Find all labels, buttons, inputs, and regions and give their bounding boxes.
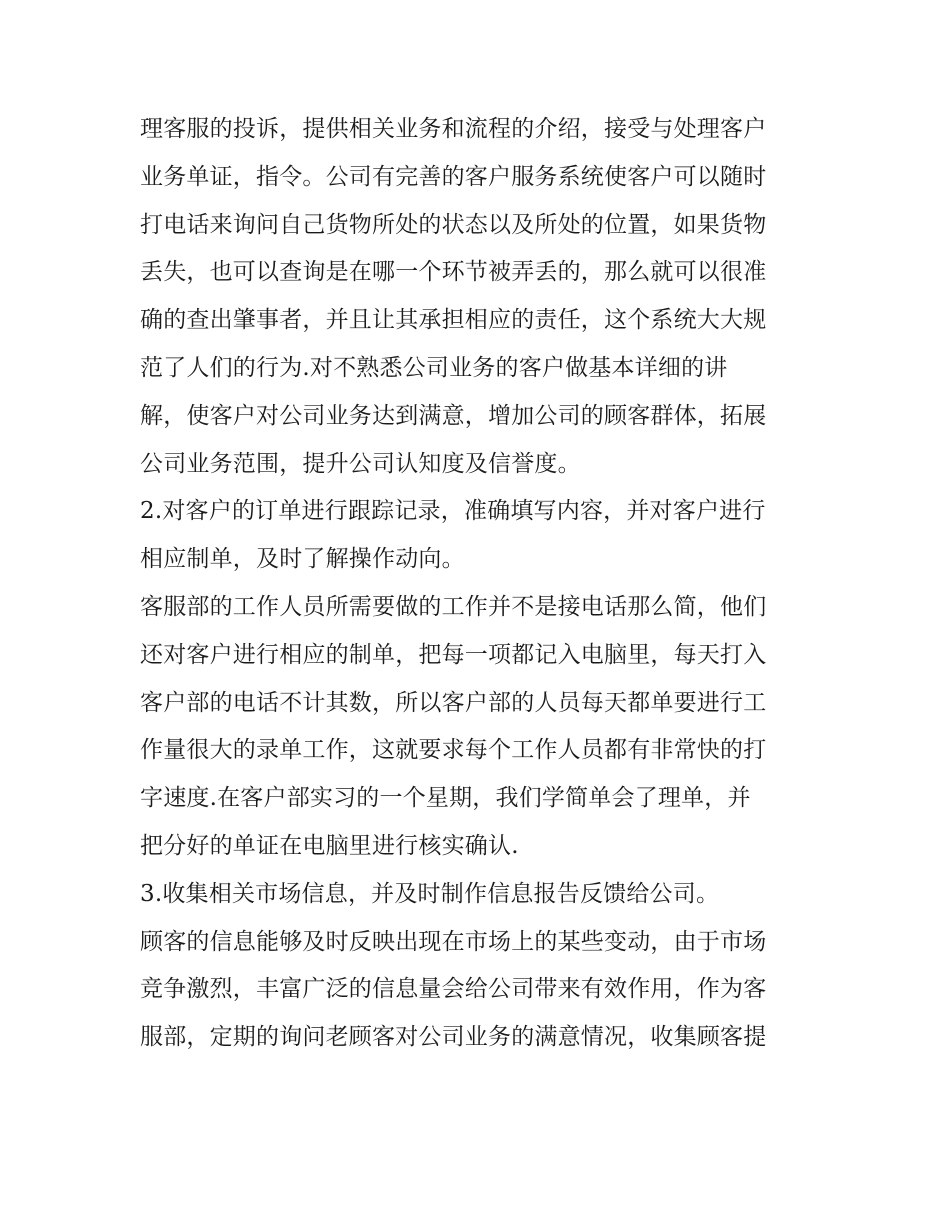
- text-line: 把分好的单证在电脑里进行核实确认.: [140, 832, 519, 859]
- text-line: 确的查出肇事者，并且让其承担相应的责任，这个系统大大规: [140, 307, 767, 334]
- section-heading-2: 2.对客户的订单进行跟踪记录，准确填写内容，并对客户进行: [140, 498, 766, 525]
- text-line: 公司业务范围，提升公司认知度及信誉度。: [140, 450, 581, 477]
- text-line: 打电话来询问自己货物所处的状态以及所处的位置，如果货物: [140, 211, 767, 238]
- text-line: 字速度.在客户部实习的一个星期，我们学简单会了理单，并: [140, 785, 751, 812]
- text-line: 作量很大的录单工作，这就要求每个工作人员都有非常快的打: [140, 737, 767, 764]
- text-line: 竞争激烈，丰富广泛的信息量会给公司带来有效作用，作为客: [140, 976, 767, 1003]
- text-line: 客户部的电话不计其数，所以客户部的人员每天都单要进行工: [140, 689, 767, 716]
- text-line: 客服部的工作人员所需要做的工作并不是接电话那么简，他们: [140, 593, 767, 620]
- text-line: 理客服的投诉，提供相关业务和流程的介绍，接受与处理客户: [140, 116, 767, 142]
- section-heading-3: 3.收集相关市场信息，并及时制作信息报告反馈给公司。: [140, 880, 720, 907]
- text-line: 解，使客户对公司业务达到满意，增加公司的顾客群体，拓展: [140, 402, 767, 429]
- text-line: 相应制单，及时了解操作动向。: [140, 546, 465, 573]
- text-line: 范了人们的行为.对不熟悉公司业务的客户做基本详细的讲: [140, 354, 728, 381]
- text-line: 顾客的信息能够及时反映出现在市场上的某些变动，由于市场: [140, 928, 767, 955]
- text-line: 丢失，也可以查询是在哪一个环节被弄丢的，那么就可以很准: [140, 259, 767, 286]
- text-line: 还对客户进行相应的制单，把每一项都记入电脑里，每天打入: [140, 641, 767, 668]
- text-line: 服部，定期的询问老顾客对公司业务的满意情况，收集顾客提: [140, 1024, 767, 1051]
- document-body: [140, 106, 820, 1062]
- text-line: 业务单证，指令。公司有完善的客户服务系统使客户可以随时: [140, 163, 767, 190]
